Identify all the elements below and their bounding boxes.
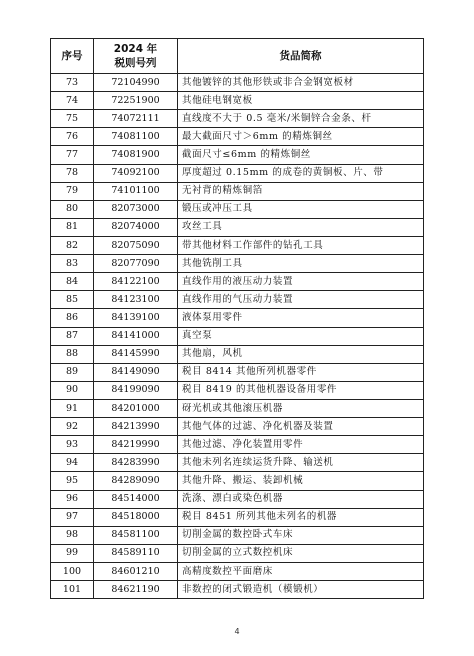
tariff-code-cell: 84145990	[94, 345, 178, 363]
goods-name-cell: 锻压或冲压工具	[178, 200, 424, 218]
tariff-code-cell: 82075090	[94, 236, 178, 254]
serial-number-cell: 74	[51, 92, 94, 110]
tariff-code-cell: 84283990	[94, 454, 178, 472]
serial-number-cell: 80	[51, 200, 94, 218]
table-row	[51, 454, 424, 472]
tariff-code-cell: 84213990	[94, 418, 178, 436]
goods-name-cell: 其他铣削工具	[178, 255, 424, 273]
goods-name-cell: 截面尺寸≤6mm 的精炼铜丝	[178, 146, 424, 164]
tariff-code-cell: 74101100	[94, 182, 178, 200]
header-tariff-code-year: 2024 年	[113, 43, 158, 55]
table-row	[51, 526, 424, 544]
tariff-code-cell: 84122100	[94, 273, 178, 291]
serial-number-cell: 84	[51, 273, 94, 291]
table-body	[51, 74, 424, 599]
table-row	[51, 345, 424, 363]
table-row	[51, 472, 424, 490]
serial-number-cell: 76	[51, 128, 94, 146]
header-goods-name: 货品简称	[178, 39, 424, 74]
goods-name-cell: 砑光机或其他滚压机器	[178, 399, 424, 417]
table-row	[51, 74, 424, 92]
serial-number-cell: 86	[51, 309, 94, 327]
tariff-code-cell: 74081100	[94, 128, 178, 146]
serial-number-cell: 78	[51, 164, 94, 182]
goods-name-cell: 税目 8451 所列其他未列名的机器	[178, 508, 424, 526]
goods-name-cell: 直线作用的液压动力装置	[178, 273, 424, 291]
table-row	[51, 327, 424, 345]
goods-name-cell: 非数控的闭式锻造机（模锻机）	[178, 581, 424, 599]
goods-name-cell: 其他镀锌的其他形铁或非合金钢宽板材	[178, 74, 424, 92]
tariff-code-cell: 74081900	[94, 146, 178, 164]
serial-number-cell: 94	[51, 454, 94, 472]
serial-number-cell: 96	[51, 490, 94, 508]
table-row	[51, 110, 424, 128]
serial-number-cell: 90	[51, 381, 94, 399]
serial-number-cell: 97	[51, 508, 94, 526]
tariff-code-cell: 84199090	[94, 381, 178, 399]
tariff-code-cell: 84139100	[94, 309, 178, 327]
tariff-code-cell: 84518000	[94, 508, 178, 526]
tariff-code-cell: 72251900	[94, 92, 178, 110]
goods-table	[50, 38, 424, 599]
tariff-code-cell: 74072111	[94, 110, 178, 128]
table-row	[51, 418, 424, 436]
table-row	[51, 490, 424, 508]
serial-number-cell: 87	[51, 327, 94, 345]
serial-number-cell: 82	[51, 236, 94, 254]
goods-name-cell: 最大截面尺寸＞6mm 的精炼铜丝	[178, 128, 424, 146]
goods-name-cell: 其他未列名连续运货升降、输送机	[178, 454, 424, 472]
serial-number-cell: 83	[51, 255, 94, 273]
tariff-code-cell: 84219990	[94, 436, 178, 454]
page-number: 4	[234, 627, 240, 636]
goods-name-cell: 厚度超过 0.15mm 的成卷的黄铜板、片、带	[178, 164, 424, 182]
serial-number-cell: 73	[51, 74, 94, 92]
table-row	[51, 128, 424, 146]
header-tariff-code-label: 税则号列	[114, 57, 157, 69]
table-row	[51, 508, 424, 526]
table-row	[51, 273, 424, 291]
goods-name-cell: 其他硅电钢宽板	[178, 92, 424, 110]
goods-name-cell: 直线度不大于 0.5 毫米/米铜锌合金条、杆	[178, 110, 424, 128]
serial-number-cell: 75	[51, 110, 94, 128]
serial-number-cell: 98	[51, 526, 94, 544]
serial-number-cell: 99	[51, 544, 94, 562]
serial-number-cell: 88	[51, 345, 94, 363]
tariff-code-cell: 84601210	[94, 562, 178, 580]
table-row	[51, 200, 424, 218]
tariff-code-cell: 72104990	[94, 74, 178, 92]
tariff-code-cell: 84514000	[94, 490, 178, 508]
serial-number-cell: 101	[51, 581, 94, 599]
table-row	[51, 255, 424, 273]
table-row	[51, 164, 424, 182]
serial-number-cell: 93	[51, 436, 94, 454]
goods-name-cell: 攻丝工具	[178, 218, 424, 236]
table-row	[51, 92, 424, 110]
goods-name-cell: 其他过滤、净化装置用零件	[178, 436, 424, 454]
table-row	[51, 363, 424, 381]
serial-number-cell: 95	[51, 472, 94, 490]
serial-number-cell: 89	[51, 363, 94, 381]
table-row	[51, 562, 424, 580]
tariff-code-cell: 84123100	[94, 291, 178, 309]
tariff-code-cell: 84581100	[94, 526, 178, 544]
table-row	[51, 544, 424, 562]
serial-number-cell: 79	[51, 182, 94, 200]
table-row	[51, 291, 424, 309]
goods-name-cell: 高精度数控平面磨床	[178, 562, 424, 580]
goods-name-cell: 液体泵用零件	[178, 309, 424, 327]
goods-name-cell: 税目 8414 其他所列机器零件	[178, 363, 424, 381]
tariff-code-cell: 84589110	[94, 544, 178, 562]
tariff-code-cell: 84201000	[94, 399, 178, 417]
goods-name-cell: 无衬背的精炼铜箔	[178, 182, 424, 200]
serial-number-cell: 92	[51, 418, 94, 436]
table-row	[51, 236, 424, 254]
goods-name-cell: 税目 8419 的其他机器设备用零件	[178, 381, 424, 399]
table-row	[51, 436, 424, 454]
table-header-row	[51, 39, 424, 74]
table-row	[51, 309, 424, 327]
goods-name-cell: 直线作用的气压动力装置	[178, 291, 424, 309]
header-serial-number: 序号	[51, 39, 94, 74]
goods-name-cell: 切削金属的数控卧式车床	[178, 526, 424, 544]
serial-number-cell: 100	[51, 562, 94, 580]
table-row	[51, 146, 424, 164]
goods-name-cell: 其他升降、搬运、装卸机械	[178, 472, 424, 490]
tariff-code-cell: 74092100	[94, 164, 178, 182]
serial-number-cell: 77	[51, 146, 94, 164]
table-row	[51, 399, 424, 417]
goods-name-cell: 洗涤、漂白或染色机器	[178, 490, 424, 508]
table-row	[51, 581, 424, 599]
tariff-code-cell: 84149090	[94, 363, 178, 381]
goods-name-cell: 切削金属的立式数控机床	[178, 544, 424, 562]
tariff-code-cell: 84141000	[94, 327, 178, 345]
serial-number-cell: 81	[51, 218, 94, 236]
table-row	[51, 218, 424, 236]
serial-number-cell: 91	[51, 399, 94, 417]
goods-name-cell: 其他扇，风机	[178, 345, 424, 363]
tariff-code-cell: 82074000	[94, 218, 178, 236]
goods-name-cell: 带其他材料工作部件的钻孔工具	[178, 236, 424, 254]
tariff-code-cell: 82073000	[94, 200, 178, 218]
tariff-code-cell: 84621190	[94, 581, 178, 599]
goods-name-cell: 真空泵	[178, 327, 424, 345]
table-row	[51, 381, 424, 399]
tariff-code-cell: 82077090	[94, 255, 178, 273]
header-tariff-code	[94, 39, 178, 74]
tariff-code-cell: 84289090	[94, 472, 178, 490]
serial-number-cell: 85	[51, 291, 94, 309]
table-row	[51, 182, 424, 200]
goods-name-cell: 其他气体的过滤、净化机器及装置	[178, 418, 424, 436]
